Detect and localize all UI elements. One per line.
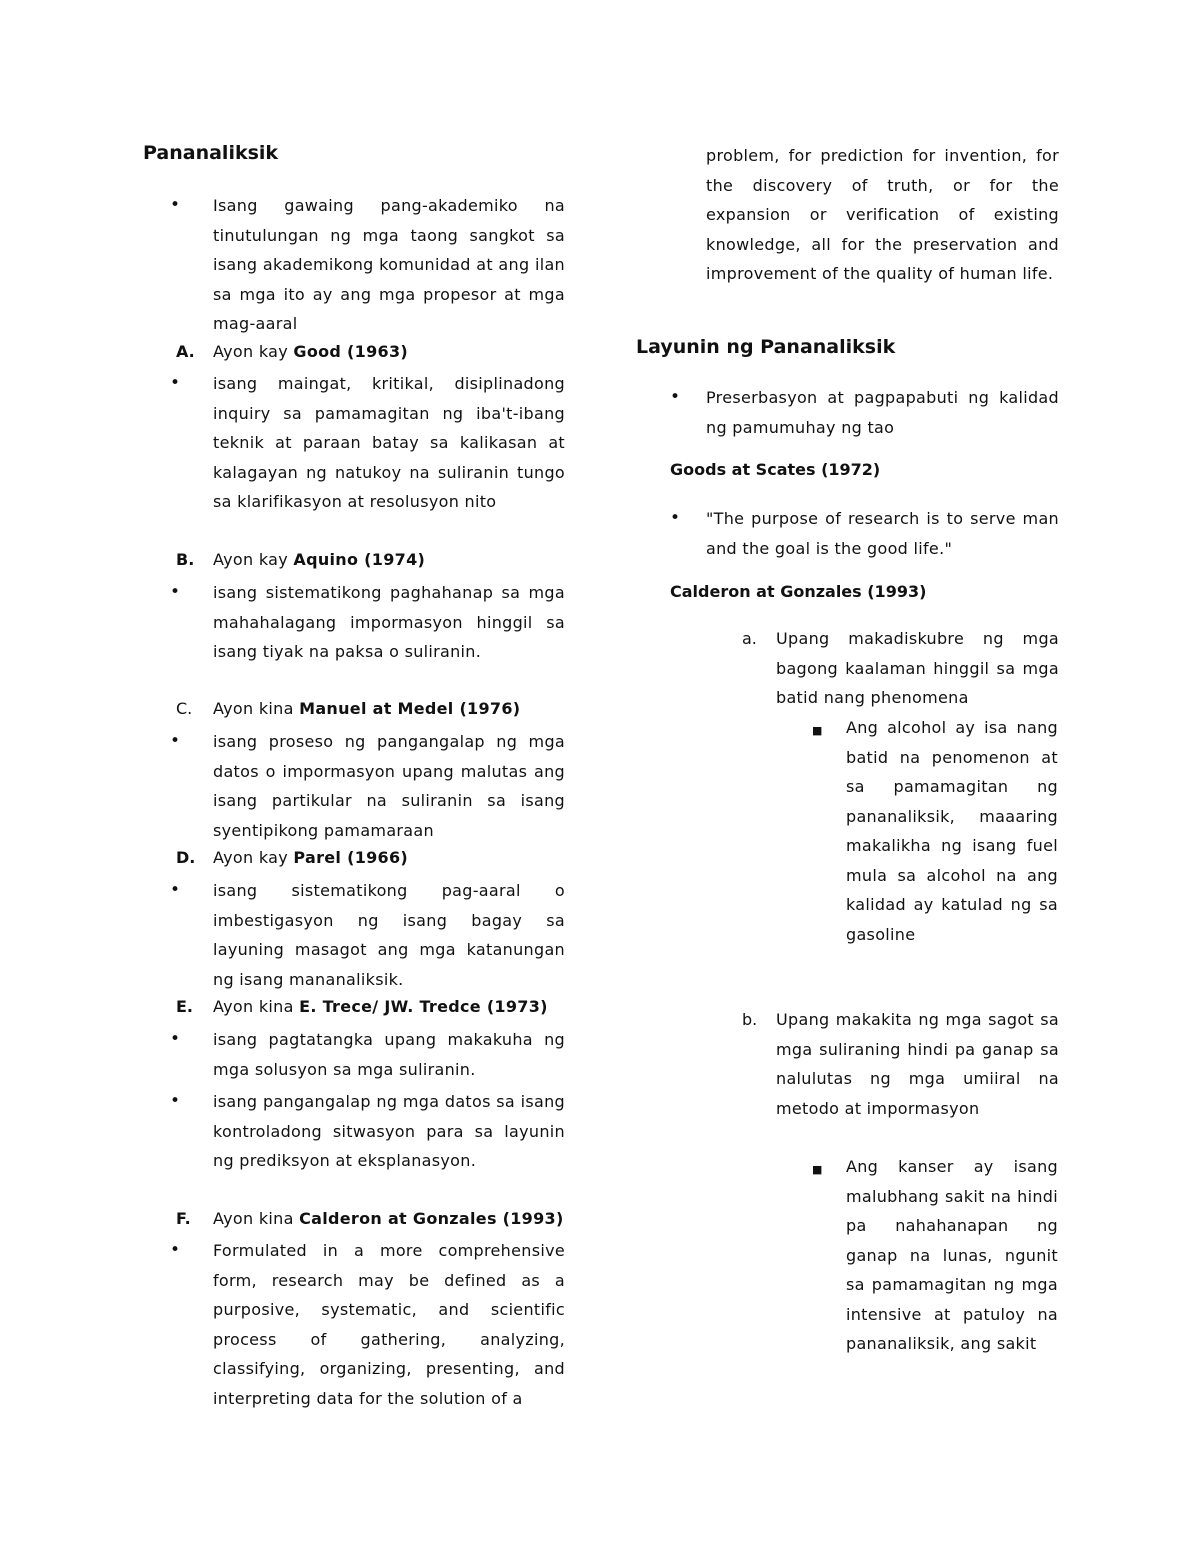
author-name: Manuel at Medel (1976) (299, 699, 521, 718)
bullet-text: Isang gawaing pang-akademiko na tinutulungan ng mga taong sangkot sa isang akademikong komunidad at ang ilan sa mga ito ay ang mga propesor at mga mag-aaral (213, 196, 565, 333)
goods-scates-heading: Goods at Scates (1972) (670, 460, 881, 479)
author-name: Calderon at Gonzales (1993) (299, 1209, 564, 1228)
bullet-text: Formulated in a more comprehensive form, research may be defined as a purposive, systematic, and scientific process of gathering, analyzing, classifying, organizing, presenting, and interpreting data for the solution of a (213, 1241, 565, 1408)
bullet-text: isang pangangalap ng mga datos sa isang kontroladong sitwasyon para sa layunin ng prediksyon at eksplanasyon. (213, 1092, 565, 1170)
sub-bullet-text: Ang alcohol ay isa nang batid na penomenon at sa pamamagitan ng pananaliksik, maaaring makalikha ng isang fuel mula sa alcohol na ang kalidad ay katulad ng sa gasoline (846, 718, 1058, 944)
entry-letter: E. (176, 997, 194, 1016)
bullet-text: isang sistematikong pag-aaral o imbestigasyon ng isang bagay sa layuning masagot ang mga katanungan ng isang mananaliksik. (213, 881, 565, 989)
author-name: Good (1963) (293, 342, 408, 361)
entry-letter: C. (176, 699, 193, 718)
item-text: Upang makakita ng mga sagot sa mga suliraning hindi pa ganap sa nalulutas ng mga umiiral na metodo at impormasyon (776, 1010, 1059, 1118)
entry-letter: B. (176, 550, 195, 569)
item-text: Upang makadiskubre ng mga bagong kaalaman hinggil sa mga batid nang phenomena (776, 629, 1059, 707)
bullet-icon: • (170, 1240, 181, 1260)
bullet-icon: • (170, 582, 181, 602)
entry-letter: D. (176, 848, 196, 867)
square-bullet-icon: ■ (812, 724, 823, 737)
author-name: Parel (1966) (293, 848, 409, 867)
bullet-text: "The purpose of research is to serve man and the goal is the good life." (706, 509, 1059, 558)
bullet-text: isang proseso ng pangangalap ng mga datos o impormasyon upang malutas ang isang partikular na suliranin sa isang syentipikong pamamaraan (213, 732, 565, 840)
bullet-icon: • (670, 387, 681, 407)
bullet-text: isang sistematikong paghahanap sa mga mahahalagang impormasyon hinggil sa isang tiyak na paksa o suliranin. (213, 583, 565, 661)
entry-letter: F. (176, 1209, 191, 1228)
item-letter: a. (742, 629, 757, 648)
bullet-icon: • (170, 1091, 181, 1111)
bullet-icon: • (170, 731, 181, 751)
paragraph-text: problem, for prediction for invention, for the discovery of truth, or for the expansion or verification of existing knowledge, all for the preservation and improvement of the quality of human life. (706, 146, 1059, 283)
bullet-icon: • (170, 880, 181, 900)
bullet-icon: • (670, 508, 681, 528)
sub-bullet-text: Ang kanser ay isang malubhang sakit na hindi pa nahahanapan ng ganap na lunas, ngunit sa pamamagitan ng mga intensive at patuloy na pananaliksik, ang sakit (846, 1157, 1058, 1353)
item-letter: b. (742, 1010, 758, 1029)
bullet-text: Preserbasyon at pagpapabuti ng kalidad ng pamumuhay ng tao (706, 388, 1059, 437)
bullet-icon: • (170, 373, 181, 393)
calderon-heading: Calderon at Gonzales (1993) (670, 582, 927, 601)
bullet-text: isang maingat, kritikal, disiplinadong inquiry sa pamamagitan ng iba't-ibang teknik at paraan batay sa kalikasan at kalagayan ng natukoy na suliranin tungo sa klarifikasyon at resolusyon nito (213, 374, 565, 511)
bullet-icon: • (170, 1029, 181, 1049)
bullet-text: isang pagtatangka upang makakuha ng mga solusyon sa mga suliranin. (213, 1030, 565, 1079)
page-title: Pananaliksik (143, 142, 279, 164)
square-bullet-icon: ■ (812, 1163, 823, 1176)
bullet-icon: • (170, 195, 181, 215)
author-name: Aquino (1974) (293, 550, 426, 569)
entry-letter: A. (176, 342, 195, 361)
section-heading-layunin: Layunin ng Pananaliksik (636, 336, 896, 358)
author-name: E. Trece/ JW. Tredce (1973) (299, 997, 548, 1016)
